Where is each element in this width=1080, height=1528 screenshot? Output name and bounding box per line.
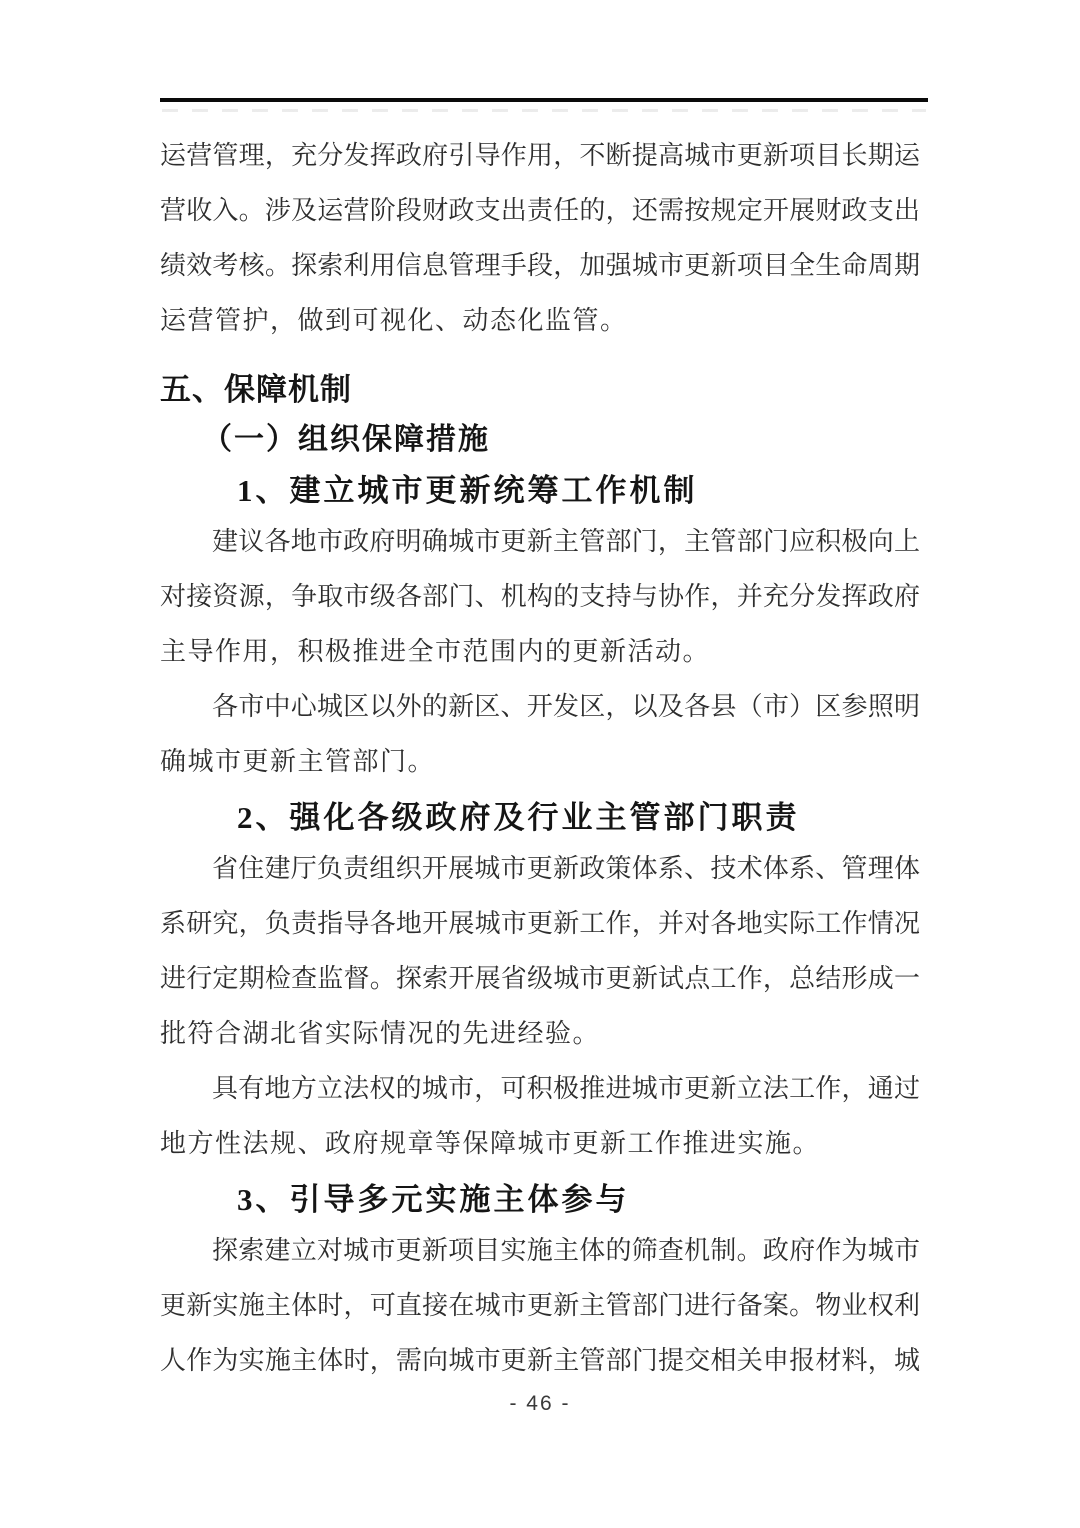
section-heading: 五、保障机制 — [160, 372, 352, 407]
body-line: 省住建厅负责组织开展城市更新政策体系、技术体系、管理体 — [212, 854, 920, 883]
body-line: 探索建立对城市更新项目实施主体的筛查机制。政府作为城市 — [212, 1236, 920, 1265]
body-line: 建议各地市政府明确城市更新主管部门，主管部门应积极向上 — [212, 527, 920, 556]
document-body — [160, 128, 920, 1388]
body-line: 营收入。涉及运营阶段财政支出责任的，还需按规定开展财政支出 — [160, 196, 920, 225]
body-line: 绩效考核。探索利用信息管理手段，加强城市更新项目全生命周期 — [160, 251, 920, 280]
body-line: 各市中心城区以外的新区、开发区，以及各县（市）区参照明 — [212, 692, 920, 721]
numbered-heading: 3、引导多元实施主体参与 — [237, 1182, 630, 1217]
body-line: 地方性法规、政府规章等保障城市更新工作推进实施。 — [160, 1129, 821, 1158]
body-line: 进行定期检查监督。探索开展省级城市更新试点工作，总结形成一 — [160, 964, 920, 993]
numbered-heading: 2、强化各级政府及行业主管部门职责 — [237, 800, 800, 835]
body-line: 运营管理，充分发挥政府引导作用，不断提高城市更新项目长期运 — [160, 141, 920, 170]
subsection-heading: （一）组织保障措施 — [202, 423, 490, 456]
body-line: 运营管护，做到可视化、动态化监管。 — [160, 306, 628, 335]
body-line: 确城市更新主管部门。 — [160, 747, 436, 776]
page-number: - 46 - — [509, 1392, 571, 1415]
header-rule — [160, 98, 928, 102]
body-line: 系研究，负责指导各地开展城市更新工作，并对各地实际工作情况 — [160, 909, 920, 938]
body-line: 主导作用，积极推进全市范围内的更新活动。 — [160, 637, 711, 666]
body-line: 批符合湖北省实际情况的先进经验。 — [160, 1019, 601, 1048]
numbered-heading: 1、建立城市更新统筹工作机制 — [237, 473, 698, 508]
body-line: 对接资源，争取市级各部门、机构的支持与协作，并充分发挥政府 — [160, 582, 920, 611]
body-line: 人作为实施主体时，需向城市更新主管部门提交相关申报材料，城 — [160, 1346, 920, 1375]
scan-artifact-line — [162, 109, 926, 112]
body-line: 具有地方立法权的城市，可积极推进城市更新立法工作，通过 — [212, 1074, 920, 1103]
body-line: 更新实施主体时，可直接在城市更新主管部门进行备案。物业权利 — [160, 1291, 920, 1320]
